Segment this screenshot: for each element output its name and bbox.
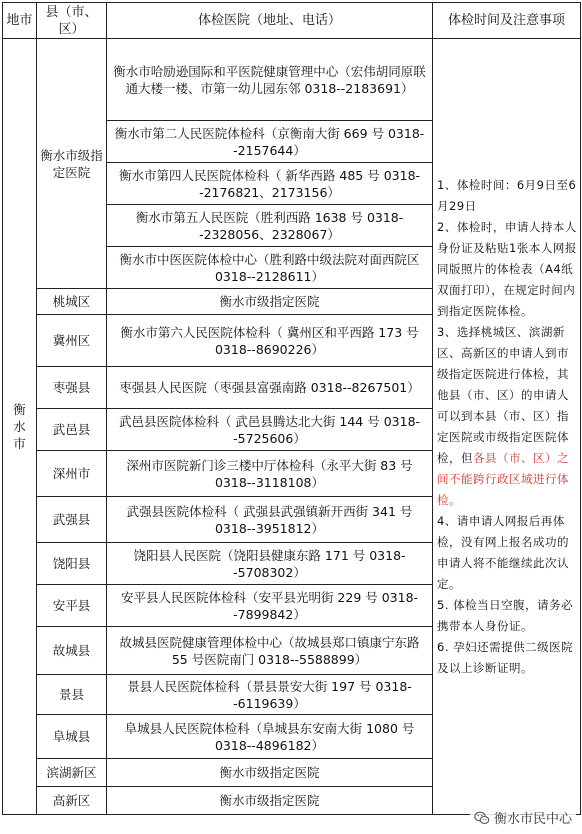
county-cell: 景县	[37, 675, 107, 715]
header-row	[3, 3, 581, 39]
note-5: 5. 体检当日空腹，请务必携带本人身份证。	[437, 597, 574, 633]
hospital-cell: 景县人民医院体检科（景县景安大街 197 号 0318--6119639）	[107, 675, 433, 715]
county-cell: 武邑县	[37, 409, 107, 451]
note-2: 2、体检时，申请人持本人身份证及粘贴1张本人网报同版照片的体检表（A4纸双面打印），在规定时间内到指定医院体检。	[437, 219, 577, 318]
county-cell: 故城县	[37, 627, 107, 675]
county-cell: 深州市	[37, 451, 107, 497]
county-cell: 饶阳县	[37, 543, 107, 585]
hospital-cell: 武邑县医院体检科（ 武邑县腾达北大街 144 号 0318--5725606）	[107, 409, 433, 451]
wechat-icon	[474, 810, 490, 826]
city-cell: 衡 水 市	[3, 39, 37, 815]
note-6: 6. 孕妇还需提供二级医院及以上诊断证明。	[437, 639, 574, 675]
hospital-cell: 衡水市第六人民医院体检科（ 冀州区和平西路 173 号 0318--8690226）	[107, 315, 433, 367]
hospital-cell: 安平县人民医院体检科（安平县光明街 229 号 0318--7899842）	[107, 585, 433, 627]
hospital-cell: 深州市医院新门诊三楼中厅体检科（永平大街 83 号 0318--3118108）	[107, 451, 433, 497]
hospital-cell: 枣强县人民医院（枣强县富强南路 0318--8267501）	[107, 367, 433, 409]
notes-cell	[433, 39, 581, 815]
header-county: 县（市、区）	[37, 3, 107, 39]
hospital-cell: 衡水市第四人民医院体检科（ 新华西路 485 号 0318--2176821、2173156）	[107, 163, 433, 205]
header-notes: 体检时间及注意事项	[433, 3, 581, 39]
hospital-cell: 衡水市第五人民医院（胜利西路 1638 号 0318--2328056、2328067）	[107, 205, 433, 247]
hospital-cell: 衡水市哈励逊国际和平医院健康管理中心（宏伟胡同原联通大楼一楼、市第一幼儿园东邻 0318--2183691）	[107, 39, 433, 121]
county-cell: 枣强县	[37, 367, 107, 409]
hospital-cell: 衡水市级指定医院	[107, 289, 433, 315]
header-hospital: 体检医院（地址、电话）	[107, 3, 433, 39]
county-cell: 高新区	[37, 787, 107, 815]
hospital-cell: 饶阳县人民医院（饶阳县健康东路 171 号 0318--5708302）	[107, 543, 433, 585]
note-4: 4、请申请人网报后再体检，没有网上报名成功的申请人将不能继续此次认定。	[437, 513, 569, 591]
county-cell: 冀州区	[37, 315, 107, 367]
table-row	[3, 39, 581, 121]
hospital-cell: 衡水市级指定医院	[107, 759, 433, 787]
watermark	[470, 807, 576, 828]
hospital-cell: 故城县医院健康管理体检中心（故城县郑口镇康宁东路 55 号医院南门 0318--5588899）	[107, 627, 433, 675]
hospital-cell: 衡水市中医医院体检中心（胜利路中级法院对面西院区 0318--2128611）	[107, 247, 433, 289]
header-city: 地市	[3, 3, 37, 39]
note-3-warning: 各县（市、区）之间不能跨行政区域进行体检。	[437, 450, 569, 507]
county-cell: 滨湖新区	[37, 759, 107, 787]
hospital-cell: 武强县医院体检科（ 武强县武强镇新开西街 341 号 0318--3951812）	[107, 497, 433, 543]
hospital-cell: 衡水市第二人民医院体检科（京衡南大街 669 号 0318--2157644）	[107, 121, 433, 163]
watermark-text: 衡水市民中心	[493, 812, 572, 827]
note-3: 3、选择桃城区、滨湖新区、高新区的申请人到市级指定医院进行体检，其他县（市、区）的申请人可以到本县（市、区）指定医院或市级指定医院体检，但各县（市、区）之间不能跨行政区域进行体检。	[437, 324, 569, 507]
county-cell: 阜城县	[37, 715, 107, 759]
hospital-cell: 阜城县人民医院体检科（阜城县东安南大街 1080 号 0318--4896182）	[107, 715, 433, 759]
county-cell: 桃城区	[37, 289, 107, 315]
county-cell: 安平县	[37, 585, 107, 627]
note-1: 1、体检时间：6月9日至6月29日	[437, 177, 577, 213]
hospital-cell: 衡水市级指定医院	[107, 787, 433, 815]
county-city-level: 衡水市级指定医院	[37, 39, 107, 289]
health-check-table	[2, 2, 581, 815]
county-cell: 武强县	[37, 497, 107, 543]
